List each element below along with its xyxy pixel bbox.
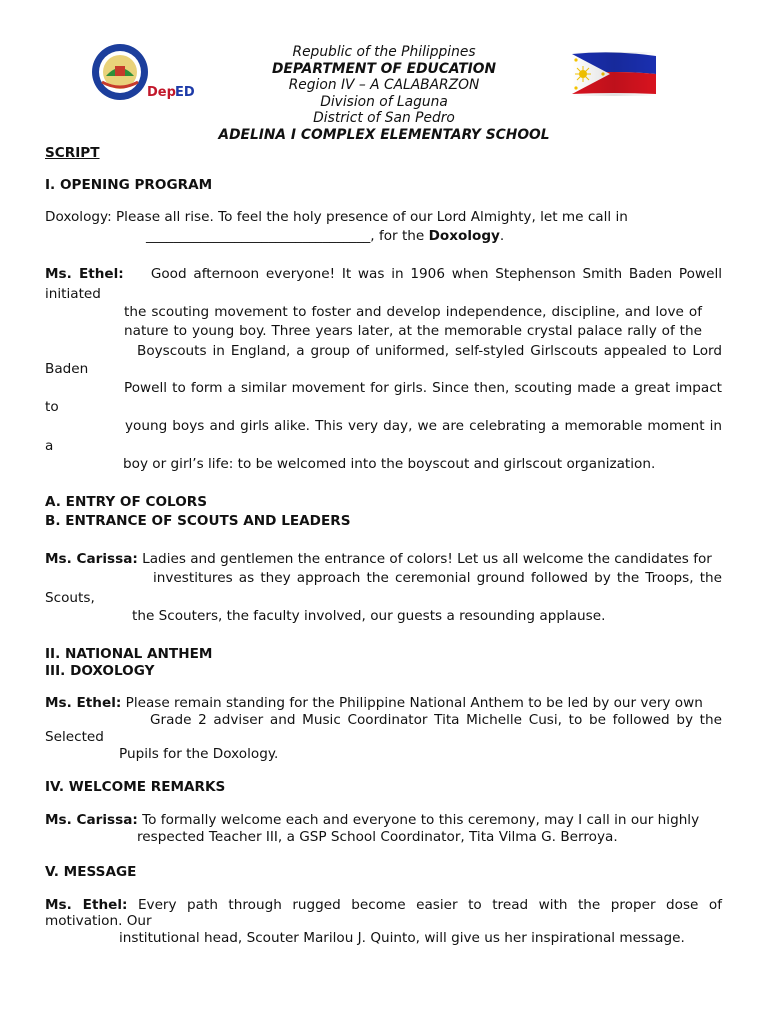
national-anthem-heading: II. NATIONAL ANTHEM [45,646,213,662]
document-header [0,44,768,144]
doxology-heading: III. DOXOLOGY [45,663,155,679]
ethel-anthem-line-2: Grade 2 adviser and Music Coordinator Tita Michelle Cusi, to be followed by the [150,712,722,728]
ethel-intro-line-2: initiated [45,286,101,302]
school-name: ADELINA I COMPLEX ELEMENTARY SCHOOL [218,126,550,143]
ethel-intro-line-4: nature to young boy. Three years later, at the memorable crystal palace rally of the [124,323,702,339]
doxology-line-1: Doxology: Please all rise. To feel the holy presence of our Lord Almighty, let me call in [45,209,628,225]
doxology-blank: _________________________________ [146,228,371,244]
speaker-ethel: Ms. Ethel: [45,266,124,282]
ethel-anthem-text-1: Please remain standing for the Philippine National Anthem to be led by our very own [125,695,703,711]
ethel-intro-line-5: Boyscouts in England, a group of uniformed, self-styled Girlscouts appealed to Lord [137,343,722,359]
svg-text:Dep: Dep [147,85,176,100]
message-heading: V. MESSAGE [45,864,137,880]
welcome-remarks-heading: IV. WELCOME REMARKS [45,779,226,795]
speaker-ethel: Ms. Ethel: [45,897,128,913]
carissa-welcome-text-1: To formally welcome each and everyone to this ceremony, may I call in our highly [142,812,700,828]
carissa-entrance-text-1: Ladies and gentlemen the entrance of colors! Let us all welcome the candidates for [142,551,712,567]
entrance-of-scouts-heading: B. ENTRANCE OF SCOUTS AND LEADERS [45,513,351,529]
ethel-intro-line-8: to [45,399,59,415]
ethel-message-line-3: institutional head, Scouter Marilou J. Quinto, will give us her inspirational message. [119,930,685,946]
ethel-intro-line-9: young boys and girls alike. This very day, we are celebrating a memorable moment in [125,418,722,434]
carissa-entrance-line-2: investitures as they approach the ceremonial ground followed by the Troops, the [153,570,722,586]
doxology-bold: Doxology [428,228,500,244]
doxology-line-2 [146,228,504,244]
department-line: DEPARTMENT OF EDUCATION [271,60,497,77]
speaker-ethel: Ms. Ethel: [45,695,122,711]
opening-program-heading: I. OPENING PROGRAM [45,177,213,193]
doxology-end: . [499,228,505,244]
division-line: Division of Laguna [320,93,448,110]
carissa-welcome-line-2: respected Teacher III, a GSP School Coordinator, Tita Vilma G. Berroya. [137,829,618,845]
svg-text:ED: ED [175,85,195,100]
speaker-carissa: Ms. Carissa: [45,551,138,567]
ethel-intro-line-7: Powell to form a similar movement for girls. Since then, scouting made a great impact [124,380,722,396]
republic-line: Republic of the Philippines [292,44,476,60]
carissa-entrance-line-1 [45,551,712,567]
carissa-entrance-line-4: the Scouters, the faculty involved, our guests a resounding applause. [132,608,606,624]
ethel-intro-line-10: a [45,438,54,454]
carissa-welcome-line-1 [45,812,699,828]
ethel-intro-line-11: boy or girl’s life: to be welcomed into the boyscout and girlscout organization. [123,456,656,472]
ethel-intro-line-3: the scouting movement to foster and develop independence, discipline, and love of [124,304,702,320]
entry-of-colors-heading: A. ENTRY OF COLORS [45,494,208,510]
ethel-intro-line-6: Baden [45,361,89,377]
ethel-anthem-line-4: Pupils for the Doxology. [119,746,279,762]
doxology-mid-text: , for the [370,228,429,244]
ethel-anthem-line-1 [45,695,703,711]
ethel-intro-line-1 [45,266,722,282]
script-title: SCRIPT [45,145,100,161]
speaker-carissa: Ms. Carissa: [45,812,138,828]
ethel-message-text-1: Every path through rugged become easier to tread with the proper dose of [137,897,722,913]
carissa-entrance-line-3: Scouts, [45,590,95,606]
ethel-message-line-1 [45,897,722,913]
ethel-anthem-line-3: Selected [45,729,104,745]
district-line: District of San Pedro [313,110,455,127]
ethel-intro-text-1: Good afternoon everyone! It was in 1906 when Stephenson Smith Baden Powell [150,266,722,282]
ethel-message-line-2: motivation. Our [45,913,152,929]
region-line: Region IV – A CALABARZON [288,77,480,94]
